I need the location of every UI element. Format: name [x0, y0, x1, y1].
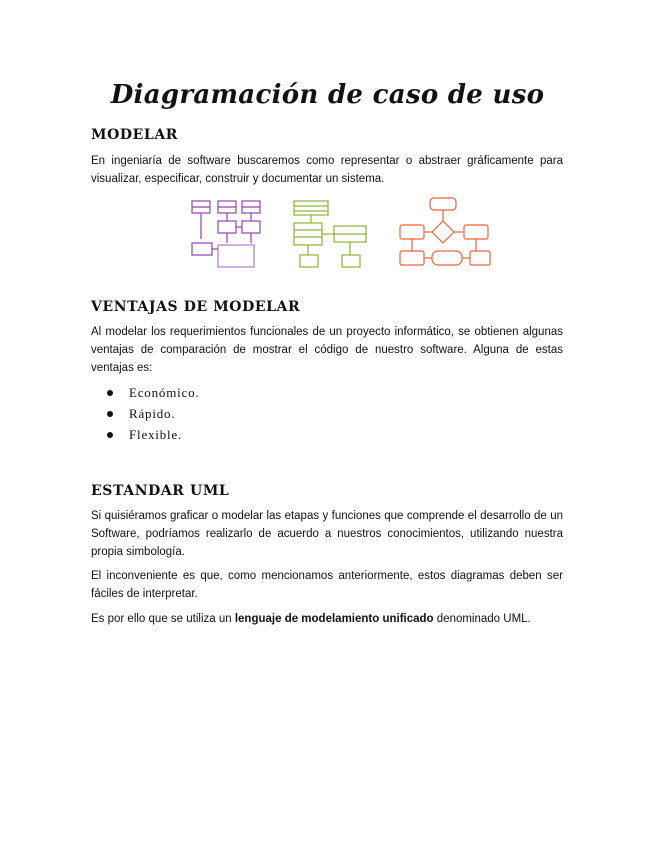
paragraph-modelar: En ingeniaría de software buscaremos como representar o abstraer gráficamente para visualizar, especificar, construir y documentar un sistema. — [91, 155, 563, 185]
paragraph-uml-2: El inconveniente es que, como mencionamos anteriormente, estos diagramas deben ser fáciles de interpretar. — [91, 570, 563, 600]
purple-block-diagram — [192, 201, 260, 267]
heading-modelar: MODELAR — [91, 127, 179, 143]
orange-flowchart — [400, 198, 490, 265]
green-block-diagram — [294, 201, 366, 267]
heading-ventajas: VENTAJAS DE MODELAR — [91, 299, 301, 315]
bullet-icon — [107, 390, 113, 396]
paragraph-ventajas: Al modelar los requerimientos funcionales de un proyecto informático, se obtienen algunas ventajas de comparación de mostrar el código de nuestro software. Alguna de estas ventajas es: — [91, 326, 563, 374]
page-title: Diagramación de caso de uso — [110, 80, 545, 110]
list-item: Económico. — [107, 382, 199, 403]
paragraph-uml-1: Si quisiéramos graficar o modelar las etapas y funciones que comprende el desarrollo de un Software, podríamos realizarlo de acuerdo a nuestros conocimientos, utilizando nuestra propia simbología. — [91, 510, 563, 558]
bullet-icon — [107, 432, 113, 438]
paragraph-uml-3: Es por ello que se utiliza un lenguaje de modelamiento unificado denominado UML. — [91, 613, 531, 625]
diagram-illustrations — [188, 193, 508, 273]
list-item: Rápido. — [107, 403, 199, 424]
ventajas-list — [107, 382, 199, 445]
heading-estandar-uml: ESTANDAR UML — [91, 483, 230, 499]
list-item: Flexible. — [107, 424, 199, 445]
uml-term: lenguaje de modelamiento unificado — [234, 613, 434, 625]
bullet-icon — [107, 411, 113, 417]
